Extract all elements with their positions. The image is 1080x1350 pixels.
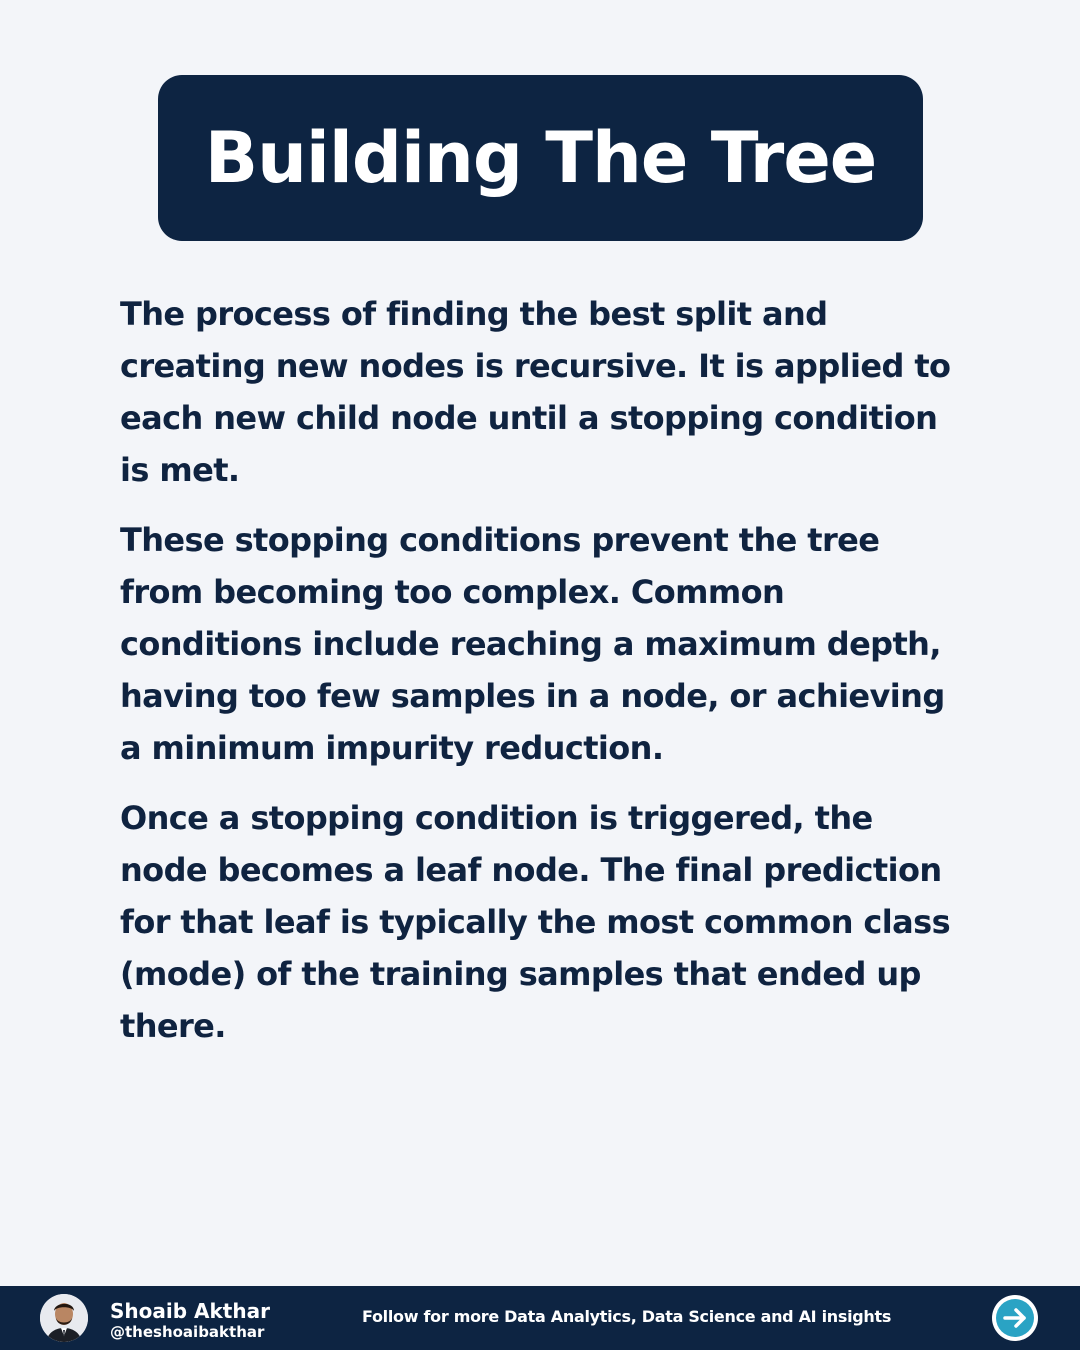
footer-bar [0,1286,1080,1350]
next-slide-button[interactable] [992,1295,1038,1341]
paragraph-leaf-node: Once a stopping condition is triggered, the node becomes a leaf node. The final prediction for that leaf is typically the most common class (mode) of the training samples that ended up there. [120,799,951,1045]
title-banner [158,75,923,241]
avatar [40,1294,88,1342]
arrow-right-icon [996,1299,1034,1337]
author-name: Shoaib Akthar [110,1299,270,1323]
author-handle: @theshoaibakthar [110,1323,265,1341]
paragraph-stopping-conditions: These stopping conditions prevent the tree from becoming too complex. Common conditions include reaching a maximum depth, having too few samples in a node, or achieving a minimum impurity reduction. [120,521,945,767]
page-title: Building The Tree [204,117,877,199]
content-body [120,288,970,1070]
follow-cta-text: Follow for more Data Analytics, Data Science and AI insights [362,1307,892,1326]
next-button-fill [996,1299,1034,1337]
paragraph-recursion: The process of finding the best split and creating new nodes is recursive. It is applied to each new child node until a stopping condition is met. [120,295,951,489]
author-photo-icon [40,1294,88,1342]
